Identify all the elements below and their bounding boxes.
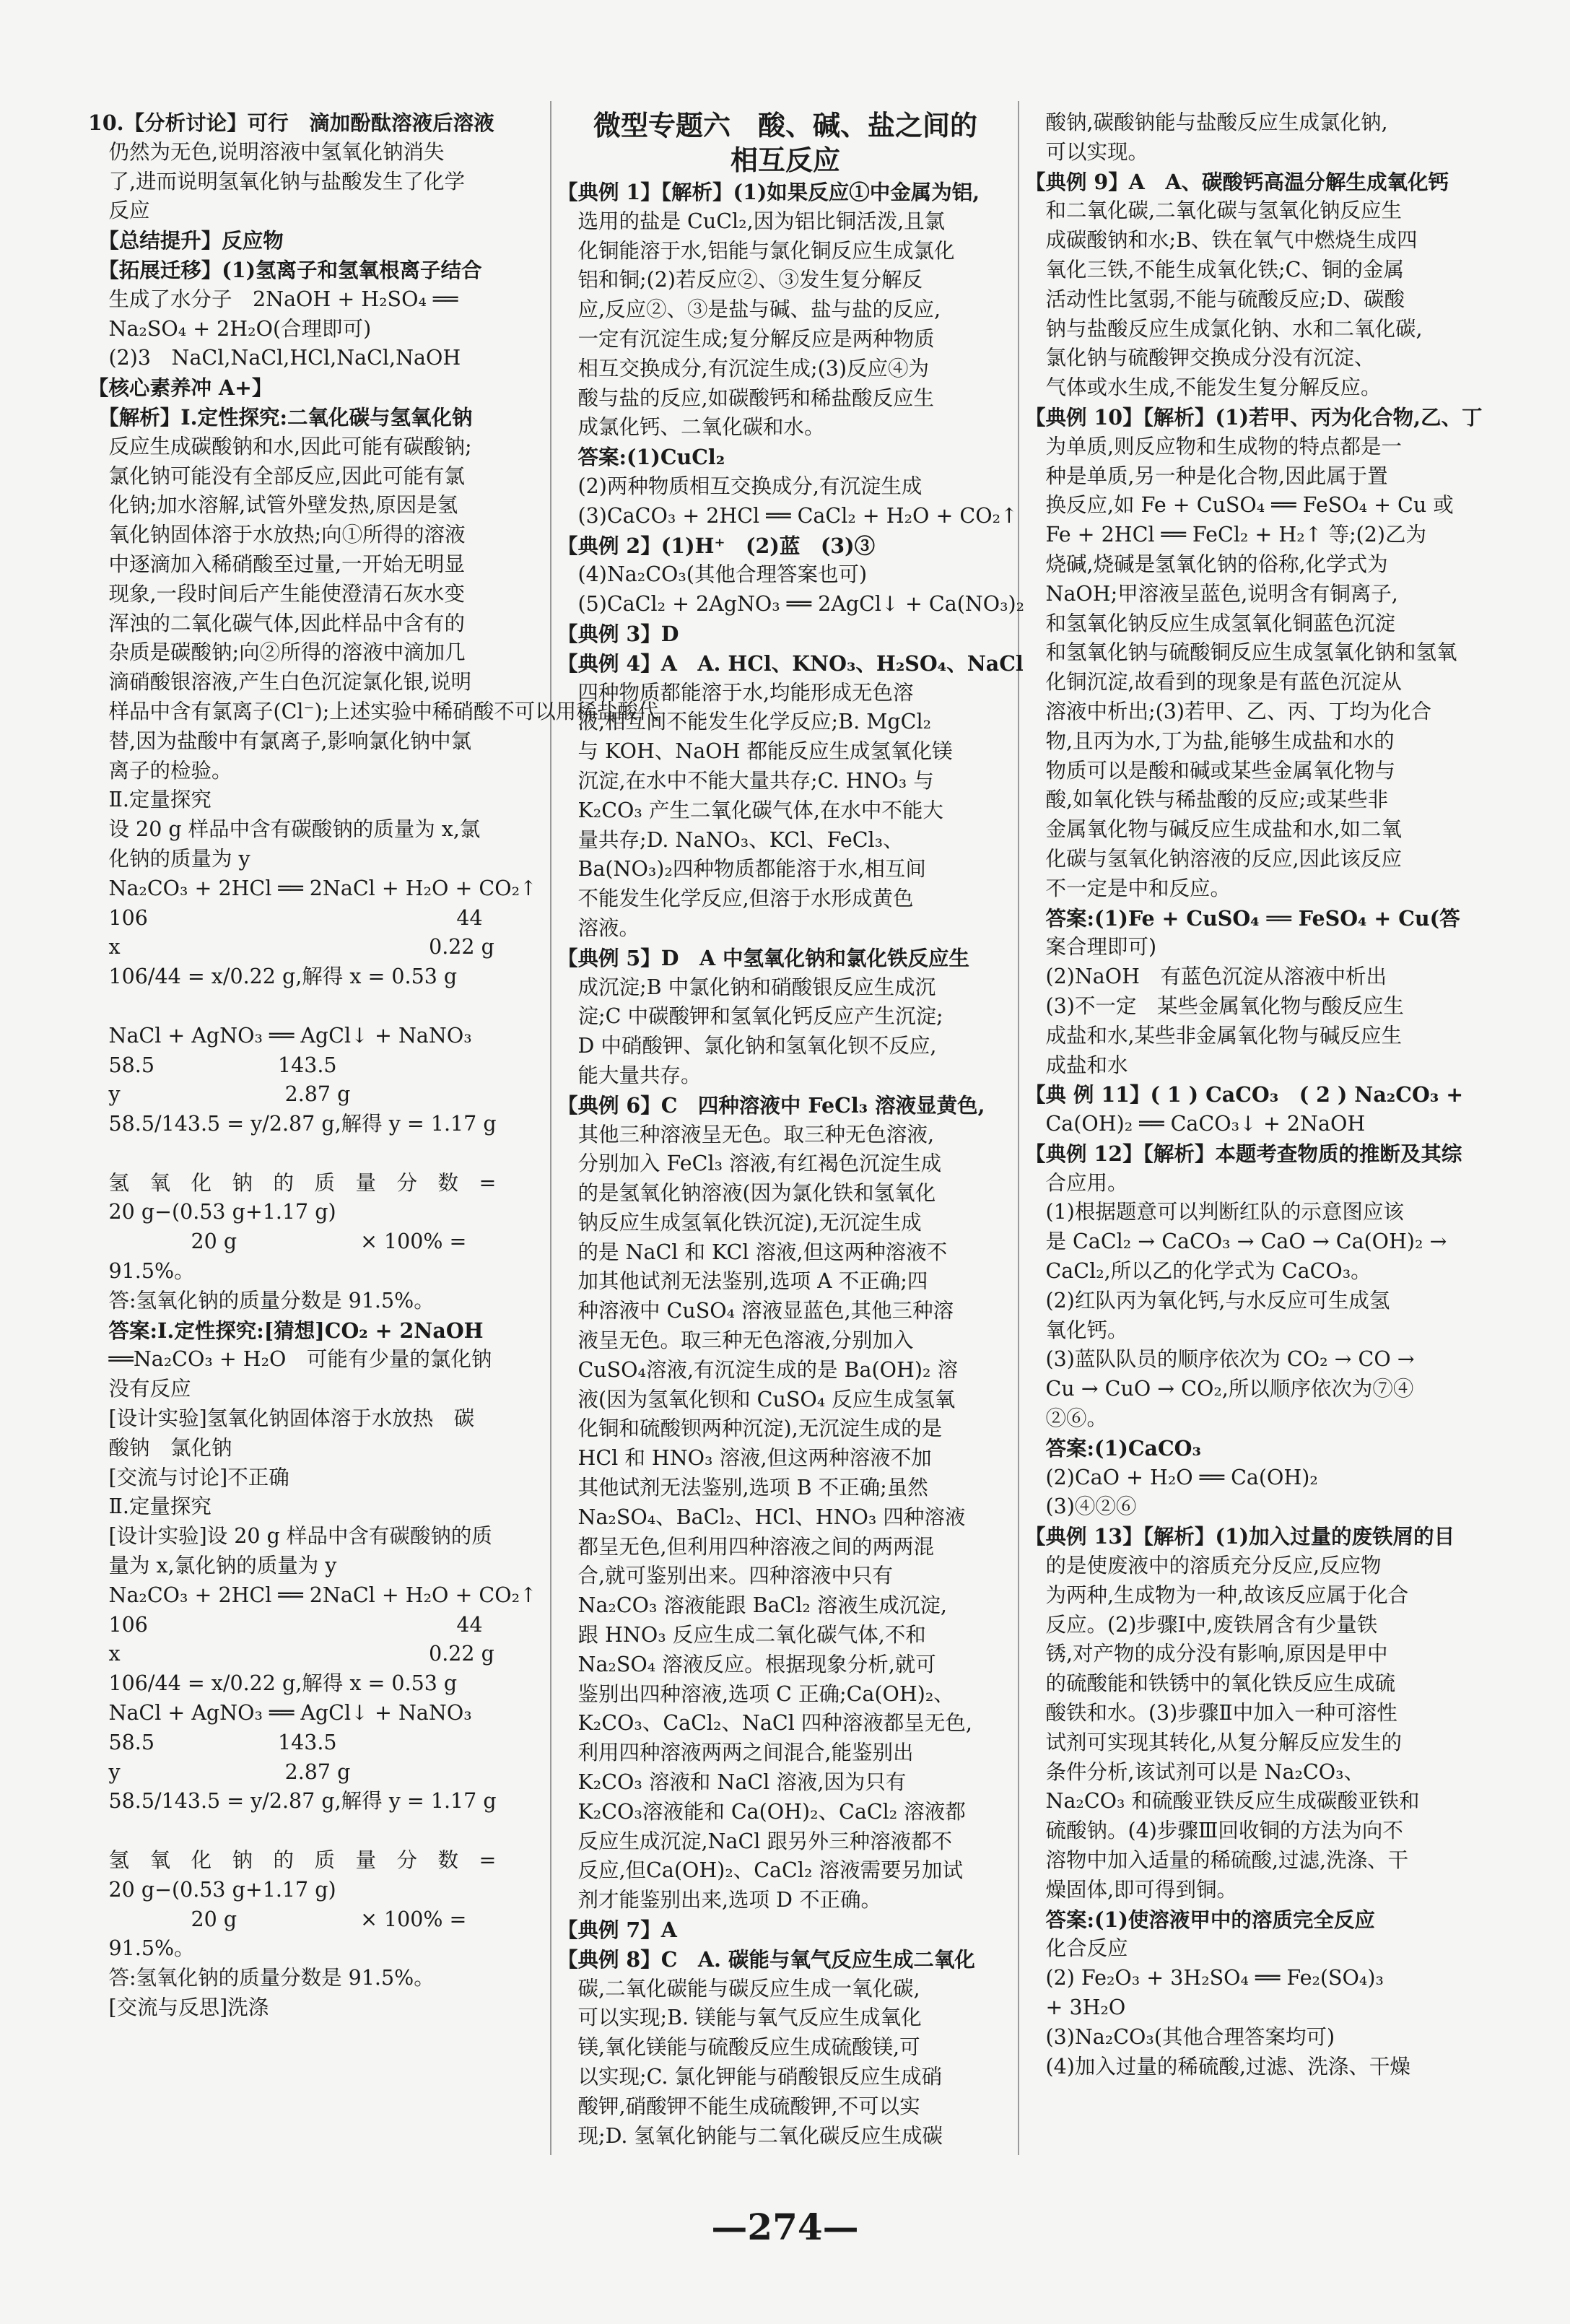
- text-line: 反应生成沉淀,NaCl 跟另外三种溶液都不: [557, 1829, 952, 1853]
- section-title-line-2: 相互反应: [730, 144, 840, 176]
- text-line: Na₂SO₄、BaCl₂、HCl、HNO₃ 四种溶液: [557, 1505, 966, 1529]
- text-line: 沉淀,在水中不能大量共存;C. HNO₃ 与: [557, 768, 934, 793]
- text-line: 浑浊的二氧化碳气体,因此样品中含有的: [88, 611, 466, 635]
- text-line: 利用四种溶液两两之间混合,能鉴别出: [557, 1741, 914, 1765]
- text-line: 106 44: [88, 905, 483, 930]
- text-line: 都呈无色,但利用四种溶液之间的两两混: [557, 1534, 935, 1559]
- text-line: (3)CaCO₃ + 2HCl ══ CaCl₂ + H₂O + CO₂↑: [557, 503, 1018, 528]
- text-line: 20 g−(0.53 g+1.17 g): [88, 1200, 336, 1224]
- text-line: 化铜沉淀,故看到的现象是有蓝色沉淀从: [1025, 670, 1403, 695]
- text-line: 氧化三铁,不能生成氧化铁;C、铜的金属: [1025, 257, 1404, 282]
- text-line: 溶液。: [557, 915, 640, 940]
- text-line: CaCl₂,所以乙的化学式为 CaCO₃。: [1025, 1259, 1371, 1284]
- text-line: K₂CO₃ 产生二氧化碳气体,在水中不能大: [557, 798, 943, 822]
- text-line: 燥固体,即可得到铜。: [1025, 1877, 1238, 1902]
- text-line: 【核心素养冲 A+】: [88, 375, 273, 401]
- text-line: 铝和铜;(2)若反应②、③发生复分解反: [557, 268, 923, 292]
- text-line: 应,反应②、③是盐与碱、盐与盐的反应,: [557, 297, 941, 322]
- text-line: Na₂CO₃ 和硫酸亚铁反应生成碳酸亚铁和: [1025, 1789, 1420, 1814]
- text-line: 【典 例 11】( 1 ) CaCO₃ ( 2 ) Na₂CO₃ +: [1025, 1082, 1464, 1107]
- text-line: 【典例 4】A A. HCl、KNO₃、H₂SO₄、NaCl: [557, 650, 1024, 676]
- answer-column-right: [1025, 108, 1487, 2081]
- text-line: 【典例 2】(1)H⁺ (2)蓝 (3)③: [557, 533, 876, 558]
- text-line: K₂CO₃溶液能和 Ca(OH)₂、CaCl₂ 溶液都: [557, 1799, 966, 1824]
- text-line: 合,就可鉴别出来。四种溶液中只有: [557, 1564, 894, 1588]
- text-line: 液呈无色。取三种无色溶液,分别加入: [557, 1328, 914, 1353]
- text-line: y 2.87 g: [88, 1082, 351, 1107]
- text-line: 设 20 g 样品中含有碳酸钠的质量为 x,氯: [88, 817, 481, 842]
- text-line: 答:氢氧化钠的质量分数是 91.5%。: [88, 1966, 435, 1990]
- text-line: ②⑥。: [1025, 1406, 1108, 1431]
- text-line: 化铜能溶于水,铝能与氯化铜反应生成氯化: [557, 238, 955, 263]
- text-line: x 0.22 g: [88, 935, 494, 959]
- text-line: Fe + 2HCl ══ FeCl₂ + H₂↑ 等;(2)乙为: [1025, 523, 1427, 547]
- answer-column-middle-body: [557, 178, 1025, 2151]
- text-line: Na₂SO₄ 溶液反应。根据现象分析,就可: [557, 1652, 936, 1676]
- text-line: NaCl + AgNO₃ ══ AgCl↓ + NaNO₃: [88, 1023, 472, 1048]
- text-line: (2) Fe₂O₃ + 3H₂SO₄ ══ Fe₂(SO₄)₃: [1025, 1966, 1384, 1990]
- column-divider-left: [550, 101, 551, 2155]
- text-line: 可以实现。: [1025, 139, 1149, 164]
- text-line: 活动性比氢弱,不能与硫酸反应;D、碳酸: [1025, 287, 1405, 311]
- text-line: 【典例 3】D: [557, 621, 679, 646]
- text-line: 化钠的质量为 y: [88, 846, 250, 871]
- text-line: y 2.87 g: [88, 1759, 351, 1784]
- page-number: —274—: [711, 2206, 859, 2248]
- text-line: Cu → CuO → CO₂,所以顺序依次为⑦④: [1025, 1377, 1414, 1401]
- text-line: 离子的检验。: [88, 758, 232, 783]
- text-line: 跟 HNO₃ 反应生成二氧化碳气体,不和: [557, 1623, 926, 1648]
- text-line: (2)CaO + H₂O ══ Ca(OH)₂: [1025, 1465, 1318, 1489]
- text-line: 和二氧化碳,二氧化碳与氢氧化钠反应生: [1025, 199, 1403, 223]
- text-line: 【典例 13】【解析】(1)加入过量的废铁屑的目: [1025, 1524, 1455, 1549]
- text-line: ══Na₂CO₃ + H₂O 可能有少量的氯化钠: [88, 1347, 492, 1372]
- text-line: [88, 1139, 550, 1169]
- text-line: (4)加入过量的稀硫酸,过滤、洗涤、干燥: [1025, 2054, 1410, 2079]
- text-line: 了,进而说明氢氧化钠与盐酸发生了化学: [88, 169, 466, 193]
- text-line: 一定有沉淀生成;复分解反应是两种物质: [557, 326, 935, 351]
- text-line: 滴硝酸银溶液,产生白色沉淀氯化银,说明: [88, 670, 472, 695]
- text-line: 替,因为盐酸中有氯离子,影响氯化钠中氯: [88, 728, 472, 753]
- text-line: 酸与盐的反应,如碳酸钙和稀盐酸反应生: [557, 386, 935, 410]
- text-line: 合应用。: [1025, 1170, 1128, 1195]
- text-line: 淀;C 中碳酸钾和氢氧化钙反应产生沉淀;: [557, 1004, 943, 1029]
- text-line: 现象,一段时间后产生能使澄清石灰水变: [88, 581, 466, 606]
- text-line: 氯化钠可能没有全部反应,因此可能有氯: [88, 464, 466, 488]
- text-line: 答:氢氧化钠的质量分数是 91.5%。: [88, 1288, 435, 1313]
- text-line: (2)红队丙为氧化钙,与水反应可生成氢: [1025, 1288, 1390, 1313]
- text-line: 化合反应: [1025, 1936, 1128, 1961]
- text-line: 和氢氧化钠与硫酸铜反应生成氢氧化钠和氢氧: [1025, 640, 1457, 665]
- text-line: (5)CaCl₂ + 2AgNO₃ ══ 2AgCl↓ + Ca(NO₃)₂: [557, 592, 1025, 617]
- text-line: 20 g × 100% =: [88, 1907, 467, 1931]
- text-line: [交流与反思]洗涤: [88, 1996, 269, 2019]
- text-line: 106/44 = x/0.22 g,解得 x = 0.53 g: [88, 1671, 458, 1696]
- text-line: 生成了水分子 2NaOH + H₂SO₄ ══: [88, 287, 458, 311]
- text-line: K₂CO₃ 溶液和 NaCl 溶液,因为只有: [557, 1770, 907, 1795]
- text-line: 碳,二氧化碳能与碳反应生成一氧化碳,: [557, 1976, 920, 2001]
- text-line: 氧化钠固体溶于水放热;向①所得的溶液: [88, 523, 466, 547]
- text-line: HCl 和 HNO₃ 溶液,但这两种溶液不加: [557, 1446, 932, 1471]
- text-line: NaCl + AgNO₃ ══ AgCl↓ + NaNO₃: [88, 1701, 472, 1725]
- text-line: 溶液中析出;(3)若甲、乙、丙、丁均为化合: [1025, 699, 1431, 723]
- text-line: 成盐和水,某些非金属氧化物与碱反应生: [1025, 1023, 1403, 1048]
- text-line: 种溶液中 CuSO₄ 溶液显蓝色,其他三种溶: [557, 1299, 954, 1323]
- text-line: (3)Na₂CO₃(其他合理答案均可): [1025, 2024, 1335, 2049]
- text-line: 答案:Ⅰ.定性探究:[猜想]CO₂ + 2NaOH: [88, 1318, 484, 1343]
- text-line: 【典例 5】D A 中氢氧化钠和氯化铁反应生: [557, 945, 970, 970]
- text-line: [设计实验]设 20 g 样品中含有碳酸钠的质: [88, 1524, 492, 1549]
- section-title-line-1: 微型专题六 酸、碱、盐之间的: [593, 110, 977, 142]
- text-line: (2)3 NaCl,NaCl,HCl,NaCl,NaOH: [88, 346, 461, 370]
- text-line: 【典例 8】C A. 碳能与氧气反应生成二氧化: [557, 1946, 975, 1972]
- text-line: (4)Na₂CO₃(其他合理答案也可): [557, 562, 868, 587]
- text-line: 反应,但Ca(OH)₂、CaCl₂ 溶液需要另加试: [557, 1858, 963, 1883]
- text-line: 与 KOH、NaOH 都能反应生成氢氧化镁: [557, 739, 953, 764]
- text-line: 化碳与氢氧化钠溶液的反应,因此该反应: [1025, 846, 1403, 871]
- text-line: 四种物质都能溶于水,均能形成无色溶: [557, 680, 914, 705]
- text-line: Ca(OH)₂ ══ CaCO₃↓ + 2NaOH: [1025, 1112, 1366, 1136]
- text-line: 液,相互间不能发生化学反应;B. MgCl₂: [557, 710, 931, 734]
- text-line: (3)不一定 某些金属氧化物与酸反应生: [1025, 993, 1404, 1018]
- text-line: 氯化钠与硫酸钾交换成分没有沉淀、: [1025, 346, 1375, 370]
- text-line: 成碳酸钠和水;B、铁在氧气中燃烧生成四: [1025, 228, 1418, 253]
- text-line: 不能发生化学反应,但溶于水形成黄色: [557, 887, 914, 911]
- text-line: 和氢氧化钠反应生成氢氧化铜蓝色沉淀: [1025, 611, 1396, 635]
- text-line: 106/44 = x/0.22 g,解得 x = 0.53 g: [88, 965, 458, 989]
- answer-column-middle: [557, 108, 1025, 2151]
- text-line: (2)NaOH 有蓝色沉淀从溶液中析出: [1025, 965, 1387, 989]
- text-line: 【解析】Ⅰ.定性探究:二氧化碳与氢氧化钠: [88, 404, 473, 430]
- text-line: 58.5/143.5 = y/2.87 g,解得 y = 1.17 g: [88, 1789, 497, 1814]
- text-line: 物,且丙为水,丁为盐,能够生成盐和水的: [1025, 728, 1395, 753]
- text-line: 其他三种溶液呈无色。取三种无色溶液,: [557, 1122, 935, 1146]
- text-line: CuSO₄溶液,有沉淀生成的是 Ba(OH)₂ 溶: [557, 1357, 958, 1382]
- text-line: 相互交换成分,有沉淀生成;(3)反应④为: [557, 356, 930, 380]
- text-line: 现;D. 氢氧化钠能与二氧化碳反应生成碳: [557, 2123, 943, 2148]
- text-line: 的是使废液中的溶质充分反应,反应物: [1025, 1554, 1382, 1578]
- text-line: 成沉淀;B 中氯化钠和硝酸银反应生成沉: [557, 975, 936, 999]
- text-line: 剂才能鉴别出来,选项 D 不正确。: [557, 1888, 882, 1912]
- text-line: 杂质是碳酸钠;向②所得的溶液中滴加几: [88, 640, 466, 665]
- text-line: 烧碱,烧碱是氢氧化钠的俗称,化学式为: [1025, 552, 1388, 576]
- text-line: [交流与讨论]不正确: [88, 1465, 289, 1489]
- text-line: x 0.22 g: [88, 1642, 494, 1666]
- text-line: 不一定是中和反应。: [1025, 876, 1231, 900]
- text-line: 是 CaCl₂ → CaCO₃ → CaO → Ca(OH)₂ →: [1025, 1230, 1447, 1254]
- text-line: 以实现;C. 氯化钾能与硝酸银反应生成硝: [557, 2065, 943, 2089]
- text-line: 酸钾,硝酸钾不能生成硫酸钾,不可以实: [557, 2094, 920, 2118]
- text-line: 加其他试剂无法鉴别,选项 A 不正确;四: [557, 1269, 928, 1294]
- text-line: NaOH;甲溶液呈蓝色,说明含有铜离子,: [1025, 581, 1398, 606]
- text-line: 的是 NaCl 和 KCl 溶液,但这两种溶液不: [557, 1240, 948, 1264]
- text-line: 【典例 12】【解析】本题考查物质的推断及其综: [1025, 1141, 1462, 1166]
- text-line: 可以实现;B. 镁能与氧气反应生成氧化: [557, 2006, 922, 2030]
- text-line: (2)两种物质相互交换成分,有沉淀生成: [557, 474, 923, 498]
- text-line: 换反应,如 Fe + CuSO₄ ══ FeSO₄ + Cu 或: [1025, 493, 1454, 518]
- text-line: 答案:(1)Fe + CuSO₄ ══ FeSO₄ + Cu(答: [1025, 905, 1460, 931]
- text-line: 金属氧化物与碱反应生成盐和水,如二氧: [1025, 817, 1403, 842]
- text-line: (3)④②⑥: [1025, 1494, 1137, 1519]
- text-line: 钠反应生成氢氧化铁沉淀),无沉淀生成: [557, 1210, 922, 1235]
- text-line: 溶物中加入适量的稀硫酸,过滤,洗涤、干: [1025, 1848, 1409, 1873]
- text-line: 反应。(2)步骤Ⅰ中,废铁屑含有少量铁: [1025, 1612, 1378, 1637]
- text-line: 氢 氧 化 钠 的 质 量 分 数 =: [88, 1170, 497, 1195]
- text-line: 化铜和硫酸钡两种沉淀),无沉淀生成的是: [557, 1416, 943, 1441]
- text-line: 物质可以是酸和碱或某些金属氧化物与: [1025, 758, 1396, 783]
- text-line: 酸铁和水。(3)步骤Ⅱ中加入一种可溶性: [1025, 1701, 1397, 1725]
- text-line: 20 g−(0.53 g+1.17 g): [88, 1877, 336, 1902]
- text-line: 【拓展迁移】(1)氢离子和氢氧根离子结合: [88, 257, 482, 282]
- column-divider-right: [1018, 101, 1019, 2155]
- text-line: 种是单质,另一种是化合物,因此属于置: [1025, 464, 1388, 488]
- text-line: 没有反应: [88, 1377, 191, 1401]
- text-line: 气体或水生成,不能发生复分解反应。: [1025, 375, 1382, 400]
- text-line: 样品中含有氯离子(Cl⁻);上述实验中稀硝酸不可以用稀盐酸代: [88, 699, 659, 723]
- text-line: [设计实验]氢氧化钠固体溶于水放热 碳: [88, 1406, 475, 1431]
- text-line: 氧化钙。: [1025, 1318, 1128, 1342]
- text-line: 反应生成碳酸钠和水,因此可能有碳酸钠;: [88, 434, 472, 458]
- text-line: 成盐和水: [1025, 1053, 1128, 1077]
- text-line: 条件分析,该试剂可以是 Na₂CO₃、: [1025, 1759, 1365, 1784]
- text-line: 91.5%。: [88, 1259, 195, 1284]
- text-line: 为单质,则反应物和生成物的特点都是一: [1025, 434, 1403, 458]
- text-line: 【总结提升】反应物: [88, 228, 284, 253]
- text-line: 【典例 10】【解析】(1)若甲、丙为化合物,乙、丁: [1025, 404, 1483, 430]
- text-line: 鉴别出四种溶液,选项 C 正确;Ca(OH)₂、: [557, 1681, 954, 1706]
- text-line: Ⅱ.定量探究: [88, 788, 211, 812]
- text-line: 量为 x,氯化钠的质量为 y: [88, 1554, 337, 1578]
- text-line: 106 44: [88, 1612, 483, 1637]
- text-line: 化钠;加水溶解,试管外壁发热,原因是氢: [88, 493, 458, 518]
- text-line: 的是氢氧化钠溶液(因为氯化铁和氢氧化: [557, 1181, 936, 1206]
- text-line: 答案:(1)使溶液甲中的溶质完全反应: [1025, 1907, 1375, 1932]
- text-line: 其他试剂无法鉴别,选项 B 不正确;虽然: [557, 1476, 928, 1500]
- text-line: 选用的盐是 CuCl₂,因为铝比铜活泼,且氯: [557, 209, 946, 233]
- text-line: 【典例 9】A A、碳酸钙高温分解生成氧化钙: [1025, 169, 1449, 194]
- section-title: [557, 108, 1013, 178]
- text-line: 酸,如氧化铁与稀盐酸的反应;或某些非: [1025, 788, 1389, 812]
- text-line: 58.5 143.5: [88, 1730, 337, 1754]
- text-line: Ba(NO₃)₂四种物质都能溶于水,相互间: [557, 857, 926, 882]
- text-line: 硫酸钠。(4)步骤Ⅲ回收铜的方法为向不: [1025, 1819, 1403, 1843]
- text-line: 镁,氧化镁能与硫酸反应生成硫酸镁,可: [557, 2035, 920, 2060]
- text-line: 试剂可实现其转化,从复分解反应发生的: [1025, 1730, 1403, 1754]
- text-line: 【典例 7】A: [557, 1918, 677, 1943]
- text-line: 【典例 6】C 四种溶液中 FeCl₃ 溶液显黄色,: [557, 1092, 985, 1118]
- text-line: Ⅱ.定量探究: [88, 1494, 211, 1519]
- text-line: 能大量共存。: [557, 1063, 702, 1087]
- text-line: 【典例 1】【解析】(1)如果反应①中金属为铝,: [557, 180, 980, 204]
- text-line: (3)蓝队队员的顺序依次为 CO₂ → CO →: [1025, 1347, 1415, 1372]
- text-line: Na₂CO₃ 溶液能跟 BaCl₂ 溶液生成沉淀,: [557, 1593, 947, 1618]
- text-line: (1)根据题意可以判断红队的示意图应该: [1025, 1200, 1404, 1224]
- text-line: 酸钠 氯化钠: [88, 1435, 232, 1460]
- text-line: 的硫酸能和铁锈中的氧化铁反应生成硫: [1025, 1671, 1396, 1696]
- text-line: 量共存;D. NaNO₃、KCl、FeCl₃、: [557, 827, 904, 852]
- text-line: 58.5/143.5 = y/2.87 g,解得 y = 1.17 g: [88, 1112, 497, 1136]
- text-line: 为两种,生成物为一种,故该反应属于化合: [1025, 1583, 1409, 1607]
- text-line: 液(因为氢氧化钡和 CuSO₄ 反应生成氢氧: [557, 1387, 956, 1411]
- text-line: + 3H₂O: [1025, 1996, 1126, 2019]
- text-line: 仍然为无色,说明溶液中氢氧化钠消失: [88, 139, 445, 164]
- text-line: 91.5%。: [88, 1936, 195, 1961]
- text-line: 58.5 143.5: [88, 1053, 337, 1077]
- text-line: Na₂CO₃ + 2HCl ══ 2NaCl + H₂O + CO₂↑: [88, 876, 537, 900]
- text-line: 中逐滴加入稀硝酸至过量,一开始无明显: [88, 552, 466, 576]
- text-line: 分别加入 FeCl₃ 溶液,有红褐色沉淀生成: [557, 1152, 942, 1176]
- text-line: Na₂SO₄ + 2H₂O(合理即可): [88, 316, 372, 341]
- text-line: 成氯化钙、二氧化碳和水。: [557, 415, 825, 440]
- text-line: [88, 1816, 550, 1846]
- text-line: 氢 氧 化 钠 的 质 量 分 数 =: [88, 1848, 497, 1873]
- text-line: 20 g × 100% =: [88, 1230, 467, 1254]
- text-line: 酸钠,碳酸钠能与盐酸反应生成氯化钠,: [1025, 110, 1388, 134]
- text-line: 锈,对产物的成分没有影响,原因是甲中: [1025, 1642, 1388, 1666]
- text-line: 案合理即可): [1025, 935, 1157, 959]
- text-line: 反应: [88, 199, 150, 223]
- text-line: 答案:(1)CaCO₃: [1025, 1435, 1201, 1461]
- text-line: D 中硝酸钾、氯化钠和氢氧化钡不反应,: [557, 1034, 937, 1058]
- text-line: Na₂CO₃ + 2HCl ══ 2NaCl + H₂O + CO₂↑: [88, 1583, 537, 1607]
- text-line: K₂CO₃、CaCl₂、NaCl 四种溶液都呈无色,: [557, 1711, 972, 1736]
- text-line: 答案:(1)CuCl₂: [557, 445, 725, 470]
- text-line: 10.【分析讨论】可行 滴加酚酞溶液后溶液: [88, 110, 494, 135]
- text-line: [88, 992, 550, 1022]
- text-line: 钠与盐酸反应生成氯化钠、水和二氧化碳,: [1025, 316, 1423, 341]
